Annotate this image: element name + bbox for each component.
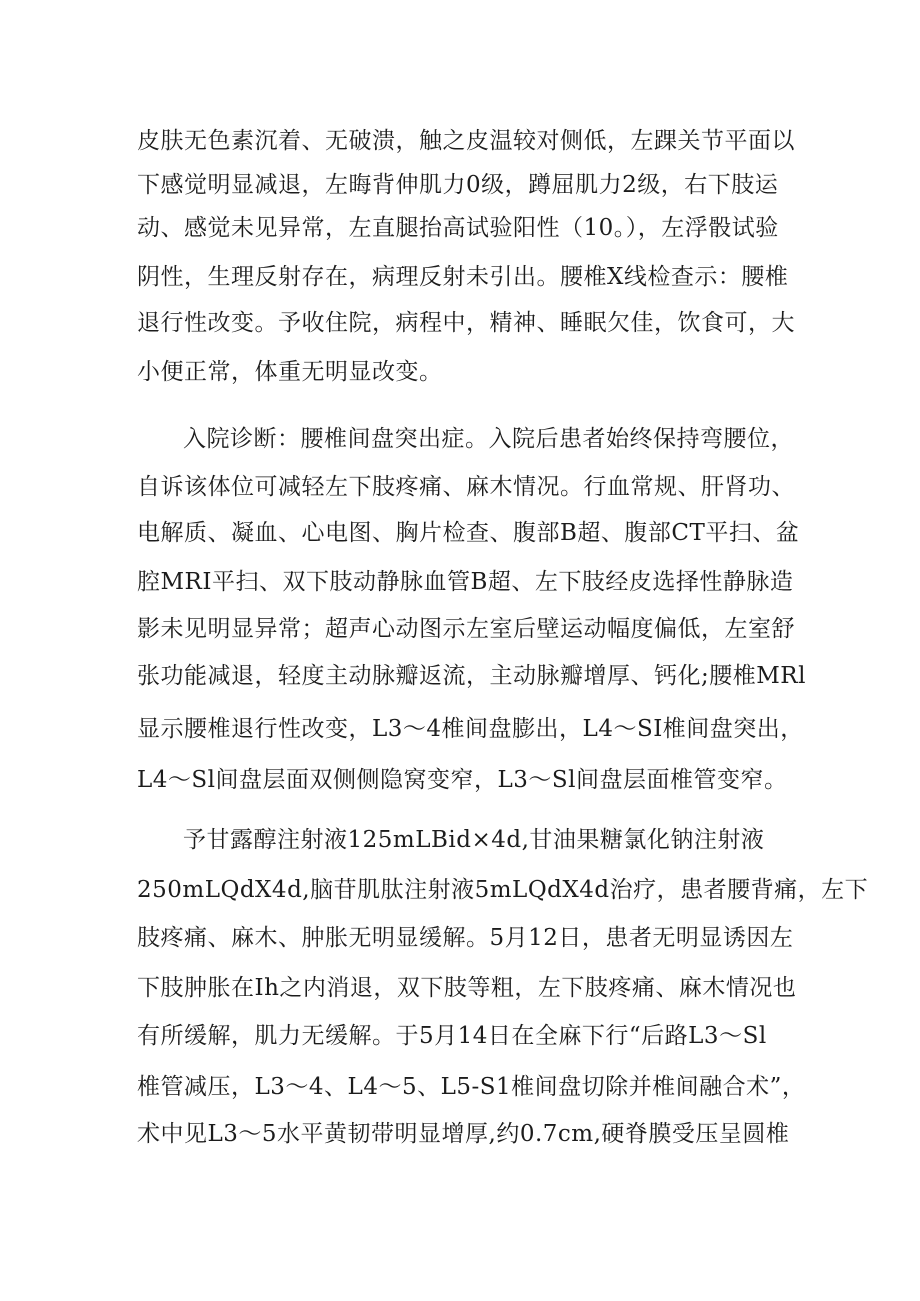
- paragraph-3-line-7: 术中见L3～5水平黄韧带明显增厚,约0.7cm,硬脊膜受压呈圆椎: [137, 1121, 790, 1147]
- paragraph-3-line-5: 有所缓解，肌力无缓解。于5月14日在全麻下行“后路L3～Sl: [137, 1023, 767, 1049]
- paragraph-1-line-2: 下感觉明显减退，左晦背伸肌力0级，蹲屈肌力2级，右下肢运: [137, 172, 779, 198]
- paragraph-3-line-4: 下肢肿胀在Ih之内消退，双下肢等粗，左下肢疼痛、麻木情况也: [137, 975, 797, 1001]
- paragraph-1-line-1: 皮肤无色素沉着、无破溃，触之皮温较对侧低，左踝关节平面以: [137, 128, 795, 154]
- paragraph-1-line-4: 阴性，生理反射存在，病理反射未引出。腰椎X线检查示：腰椎: [137, 264, 789, 290]
- paragraph-2-line-5: 影未见明显异常；超声心动图示左室后壁运动幅度偏低，左室舒: [137, 616, 795, 642]
- paragraph-2-line-2: 自诉该体位可减轻左下肢疼痛、麻木情况。行血常规、肝肾功、: [137, 474, 795, 500]
- paragraph-1-line-6: 小便正常，体重无明显改变。: [137, 359, 443, 385]
- paragraph-3-line-1: 予甘露醇注射液125mLBid×4d,甘油果糖氯化钠注射液: [183, 827, 765, 853]
- paragraph-2-line-6: 张功能减退，轻度主动脉瓣返流，主动脉瓣增厚、钙化;腰椎MRl: [137, 663, 806, 689]
- paragraph-2-line-3: 电解质、凝血、心电图、胸片检查、腹部B超、腹部CT平扫、盆: [137, 520, 800, 546]
- paragraph-2-line-1: 入院诊断：腰椎间盘突出症。入院后患者始终保持弯腰位，: [183, 426, 794, 452]
- paragraph-2-line-4: 腔MRI平扫、双下肢动静脉血管B超、左下肢经皮选择性静脉造: [137, 569, 794, 595]
- paragraph-1-line-3: 动、感觉未见异常，左直腿抬高试验阳性（10。），左浮骰试验: [137, 215, 779, 241]
- paragraph-1-line-5: 退行性改变。予收住院，病程中，精神、睡眠欠佳，饮食可，大: [137, 310, 795, 336]
- paragraph-2-line-7: 显示腰椎退行性改变，L3～4椎间盘膨出，L4～SI椎间盘突出，: [137, 716, 804, 742]
- paragraph-3-line-3: 肢疼痛、麻木、肿胀无明显缓解。5月12日，患者无明显诱因左: [137, 925, 794, 951]
- paragraph-3-line-2: 250mLQdX4d,脑苷肌肽注射液5mLQdX4d治疗，患者腰背痛，左下: [137, 877, 869, 903]
- paragraph-3-line-6: 椎管减压，L3～4、L4～5、L5-S1椎间盘切除并椎间融合术”，: [137, 1074, 806, 1100]
- paragraph-2-line-8: L4～Sl间盘层面双侧侧隐窝变窄，L3～Sl间盘层面椎管变窄。: [137, 767, 788, 793]
